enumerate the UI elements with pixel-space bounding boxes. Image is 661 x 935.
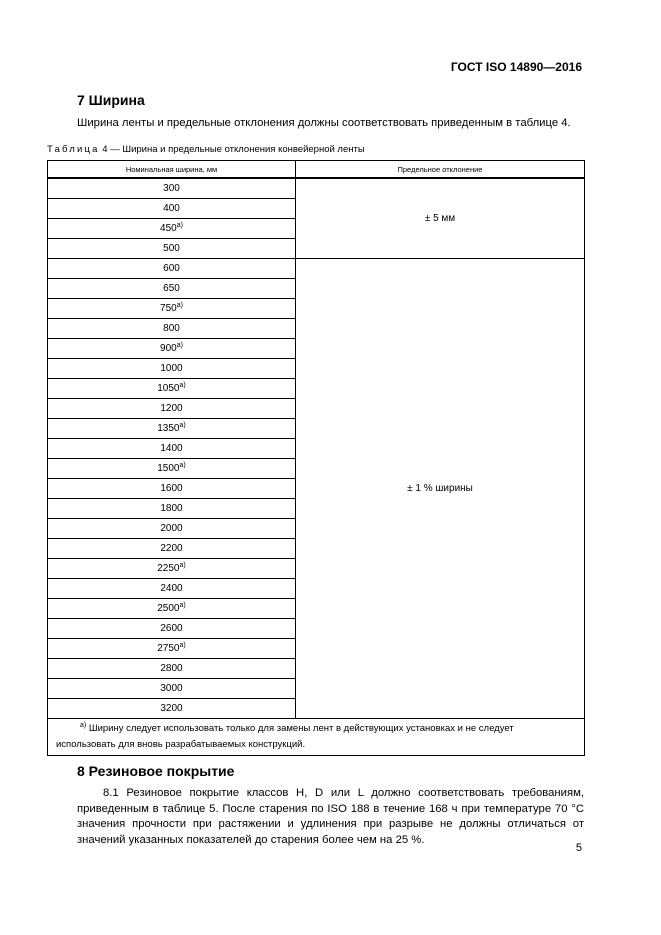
width-cell — [48, 259, 296, 279]
section-8-heading: 8 Резиновое покрытие — [77, 763, 235, 779]
width-value: 400 — [163, 203, 180, 214]
document-code: ГОСТ ISO 14890—2016 — [450, 60, 582, 74]
width-value: 1050 — [157, 383, 180, 394]
table-4 — [47, 160, 585, 756]
section-7-text: Ширина ленты и предельные отклонения должны соответствовать приведенным в таблице 4. — [77, 117, 571, 129]
width-cell — [48, 599, 296, 619]
width-value: 650 — [163, 283, 180, 294]
width-cell — [48, 279, 296, 299]
deviation-cell-5mm: ± 5 мм — [296, 178, 585, 259]
width-cell — [48, 579, 296, 599]
page-number: 5 — [575, 842, 582, 854]
width-value: 1500 — [157, 463, 180, 474]
table-row — [48, 178, 585, 199]
footnote-marker: a) — [176, 342, 183, 349]
width-value: 1800 — [160, 503, 183, 514]
width-cell — [48, 639, 296, 659]
width-cell — [48, 459, 296, 479]
width-cell — [48, 359, 296, 379]
footnote-marker: a) — [179, 642, 186, 649]
width-cell — [48, 439, 296, 459]
footnote-marker: a) — [176, 222, 183, 229]
footnote-marker: a) — [179, 562, 186, 569]
width-value: 1400 — [160, 443, 183, 454]
width-value: 2200 — [160, 543, 183, 554]
width-cell — [48, 539, 296, 559]
width-value: 2400 — [160, 583, 183, 594]
width-cell — [48, 199, 296, 219]
width-value: 2500 — [157, 603, 180, 614]
width-value: 2800 — [160, 663, 183, 674]
width-cell — [48, 499, 296, 519]
width-cell — [48, 679, 296, 699]
footnote-marker: a) — [80, 721, 87, 729]
width-value: 3000 — [160, 683, 183, 694]
width-cell — [48, 399, 296, 419]
width-value: 2600 — [160, 623, 183, 634]
width-value: 1600 — [160, 483, 183, 494]
width-value: 2250 — [157, 563, 180, 574]
table-caption-prefix: Таблица — [47, 144, 100, 155]
table-caption-title: 4 — Ширина и предельные отклонения конвейерной ленты — [102, 144, 365, 155]
width-cell — [48, 219, 296, 239]
width-value: 900 — [160, 343, 177, 354]
width-value: 600 — [163, 263, 180, 274]
width-cell — [48, 479, 296, 499]
width-value: 750 — [160, 303, 177, 314]
width-cell — [48, 178, 296, 199]
width-cell — [48, 659, 296, 679]
width-cell — [48, 239, 296, 259]
width-value: 500 — [163, 243, 180, 254]
footnote-text: Ширину следует использовать только для замены лент в действующих установках и не следует использовать для вновь разрабатываемых конструкций. — [56, 722, 514, 750]
table-row — [48, 259, 585, 279]
width-value: 1000 — [160, 363, 183, 374]
width-value: 2750 — [157, 643, 180, 654]
width-cell — [48, 419, 296, 439]
section-8-text: 8.1 Резиновое покрытие классов H, D или L должно соответствовать требованиям, приведенным в таблице 5. После старения по ISO 188 в течение 168 ч при температуре 70 °C значения прочности при растяжении и удлинения при разрыве не должны отличаться от значений указанных показателей до старения более чем на 25 %. — [77, 787, 584, 846]
footnote-marker: a) — [179, 462, 186, 469]
width-value: 1200 — [160, 403, 183, 414]
column-header-width: Номинальная ширина, мм — [48, 161, 296, 179]
width-value: 800 — [163, 323, 180, 334]
width-value: 1350 — [157, 423, 180, 434]
width-cell — [48, 619, 296, 639]
width-value: 300 — [163, 183, 180, 194]
column-header-deviation: Предельное отклонение — [296, 161, 585, 179]
section-7-heading: 7 Ширина — [77, 92, 145, 108]
width-cell — [48, 519, 296, 539]
width-cell — [48, 319, 296, 339]
width-cell — [48, 339, 296, 359]
footnote-marker: a) — [179, 602, 186, 609]
table-footnote — [48, 719, 585, 756]
width-value: 2000 — [160, 523, 183, 534]
table-footnote-row — [48, 719, 585, 756]
table-4-caption — [47, 144, 365, 155]
width-cell — [48, 559, 296, 579]
width-cell — [48, 699, 296, 719]
width-cell — [48, 379, 296, 399]
footnote-marker: a) — [179, 422, 186, 429]
width-value: 450 — [160, 223, 177, 234]
deviation-cell-1-percent: ± 1 % ширины — [296, 259, 585, 719]
footnote-marker: a) — [179, 382, 186, 389]
width-cell — [48, 299, 296, 319]
footnote-marker: a) — [176, 302, 183, 309]
width-value: 3200 — [160, 703, 183, 714]
